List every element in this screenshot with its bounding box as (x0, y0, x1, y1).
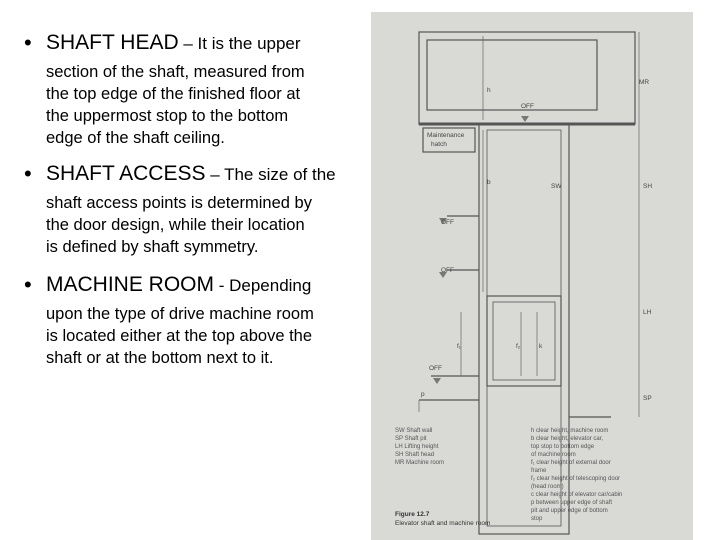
label-h: h (487, 87, 491, 94)
bullet-title: SHAFT ACCESS (46, 162, 206, 185)
bullet-line: the top edge of the finished floor at (46, 85, 301, 103)
bullet-line: shaft access points is determined by (46, 194, 312, 212)
bullet-dot: • (24, 272, 32, 297)
legend-entry: f₂ clear height of telescoping door (531, 476, 621, 482)
legend-entry: (head room) (531, 484, 564, 490)
bullet-line: section of the shaft, measured from (46, 63, 305, 81)
bullet-dot: • (24, 161, 32, 186)
legend-entry: h clear height, machine room (531, 428, 609, 434)
bullet-heading (46, 28, 369, 59)
bullet-line: the door design, while their location (46, 216, 305, 234)
label-off: OFF (521, 103, 534, 110)
bullet-body (46, 192, 369, 258)
bullet-shaft-head (24, 28, 369, 149)
bullet-line: edge of the shaft ceiling. (46, 129, 225, 147)
bullet-list (24, 28, 369, 369)
label-p: p (421, 391, 425, 398)
label-off: OFF (441, 219, 454, 226)
legend-entry: frame (531, 468, 547, 474)
bullet-line: upon the type of drive machine room (46, 305, 314, 323)
label-f2: f₂ (516, 343, 521, 350)
label-k: k (539, 343, 543, 350)
bullet-lead: - Depending (214, 276, 312, 295)
figure-caption-text: Elevator shaft and machine room (395, 520, 491, 527)
label-sh: SH (643, 183, 653, 190)
bullet-title: MACHINE ROOM (46, 273, 214, 296)
elevator-shaft-figure (371, 12, 693, 540)
label-mr: MR (639, 79, 650, 86)
legend-entry: SP Shaft pit (395, 436, 427, 442)
shaft-drawing (371, 12, 693, 540)
legend-entry: MR Machine room (395, 460, 445, 466)
label-sw: SW (551, 183, 562, 190)
legend-entry: b clear height, elevator car, (531, 436, 604, 442)
label-maintenance: Maintenance (427, 132, 465, 139)
label-b: b (487, 179, 491, 186)
bullet-body (46, 303, 369, 369)
legend-entry: top stop to bottom edge (531, 444, 595, 450)
legend-entry: SH Shaft head (395, 452, 435, 458)
bullet-line: the uppermost stop to the bottom (46, 107, 289, 125)
bullet-lead: – The size of the (205, 165, 336, 184)
label-off: OFF (441, 267, 454, 274)
legend-entry: SW Shaft wall (395, 428, 433, 434)
bullet-line: shaft or at the bottom next to it. (46, 349, 274, 367)
bullet-body (46, 61, 369, 149)
bullet-title: SHAFT HEAD (46, 31, 179, 54)
label-lh: LH (643, 309, 652, 316)
legend-entry: f₁ clear height of external door (531, 460, 611, 466)
label-off: OFF (429, 365, 442, 372)
bullet-dot: • (24, 30, 32, 55)
label-hatch: hatch (431, 141, 447, 148)
legend-entry: of machine room (531, 452, 576, 458)
bullet-heading (46, 270, 369, 301)
bullet-machine-room (24, 270, 369, 369)
figure-caption-title: Figure 12.7 (395, 511, 430, 518)
legend-entry: c clear height of elevator car/cabin (531, 492, 623, 498)
label-f1: f₁ (457, 343, 461, 350)
label-sp: SP (643, 395, 652, 402)
bullet-line: is defined by shaft symmetry. (46, 238, 259, 256)
bullet-lead: – It is the upper (178, 34, 301, 53)
legend-entry: p between upper edge of shaft (531, 500, 613, 506)
legend-entry: pit and upper edge of bottom (531, 508, 608, 514)
bullet-shaft-access (24, 159, 369, 258)
legend-entry: LH Lifting height (395, 444, 439, 450)
bullet-line: is located either at the top above the (46, 327, 313, 345)
bullet-heading (46, 159, 369, 190)
legend-entry: stop (531, 516, 543, 522)
